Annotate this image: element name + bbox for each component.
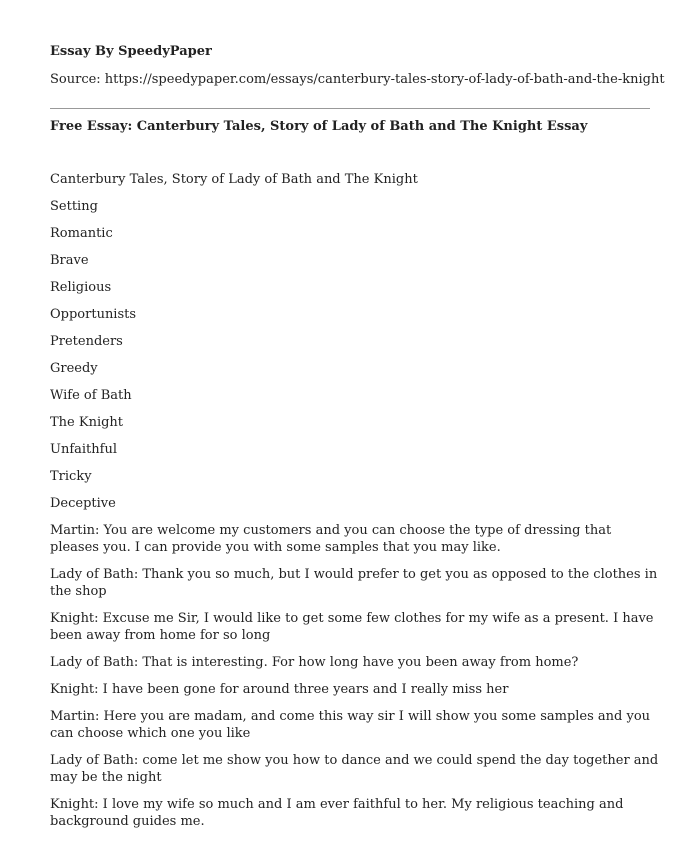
essay-paragraph: Romantic — [50, 226, 113, 241]
document-source-line: Source: https://speedypaper.com/essays/canterbury-tales-story-of-lady-of-bath-and-the-knight — [50, 72, 665, 87]
essay-paragraph: Greedy — [50, 361, 98, 376]
essay-body — [50, 171, 660, 840]
essay-paragraph: Pretenders — [50, 334, 123, 349]
essay-paragraph: Deceptive — [50, 496, 116, 511]
essay-paragraph: Lady of Bath: Thank you so much, but I would prefer to get you as opposed to the clothes in the shop — [50, 567, 658, 599]
essay-title: Free Essay: Canterbury Tales, Story of Lady of Bath and The Knight Essay — [50, 119, 588, 134]
essay-paragraph: Knight: Excuse me Sir, I would like to get some few clothes for my wife as a present. I have been away from home for so long — [50, 611, 654, 643]
header-divider — [50, 108, 650, 109]
document-header-title: Essay By SpeedyPaper — [50, 44, 212, 59]
essay-paragraph: Martin: Here you are madam, and come this way sir I will show you some samples and you can choose which one you like — [50, 709, 651, 741]
essay-paragraph: Knight: I love my wife so much and I am ever faithful to her. My religious teaching and background guides me. — [50, 797, 624, 829]
essay-paragraph: Brave — [50, 253, 89, 268]
essay-paragraph: Religious — [50, 280, 112, 295]
essay-paragraph: Wife of Bath — [50, 388, 132, 403]
essay-paragraph: Lady of Bath: That is interesting. For how long have you been away from home? — [50, 655, 579, 670]
essay-paragraph: Unfaithful — [50, 442, 117, 457]
essay-paragraph: Knight: I have been gone for around three years and I really miss her — [50, 682, 509, 697]
essay-paragraph: Setting — [50, 199, 98, 214]
essay-paragraph: Martin: You are welcome my customers and you can choose the type of dressing that pleases you. I can provide you with some samples that you may like. — [50, 523, 612, 555]
essay-paragraph: Tricky — [50, 469, 92, 484]
essay-paragraph: The Knight — [50, 415, 124, 430]
essay-paragraph: Lady of Bath: come let me show you how to dance and we could spend the day together and may be the night — [50, 753, 659, 785]
essay-paragraph: Canterbury Tales, Story of Lady of Bath and The Knight — [50, 172, 418, 187]
essay-paragraph: Opportunists — [50, 307, 137, 322]
